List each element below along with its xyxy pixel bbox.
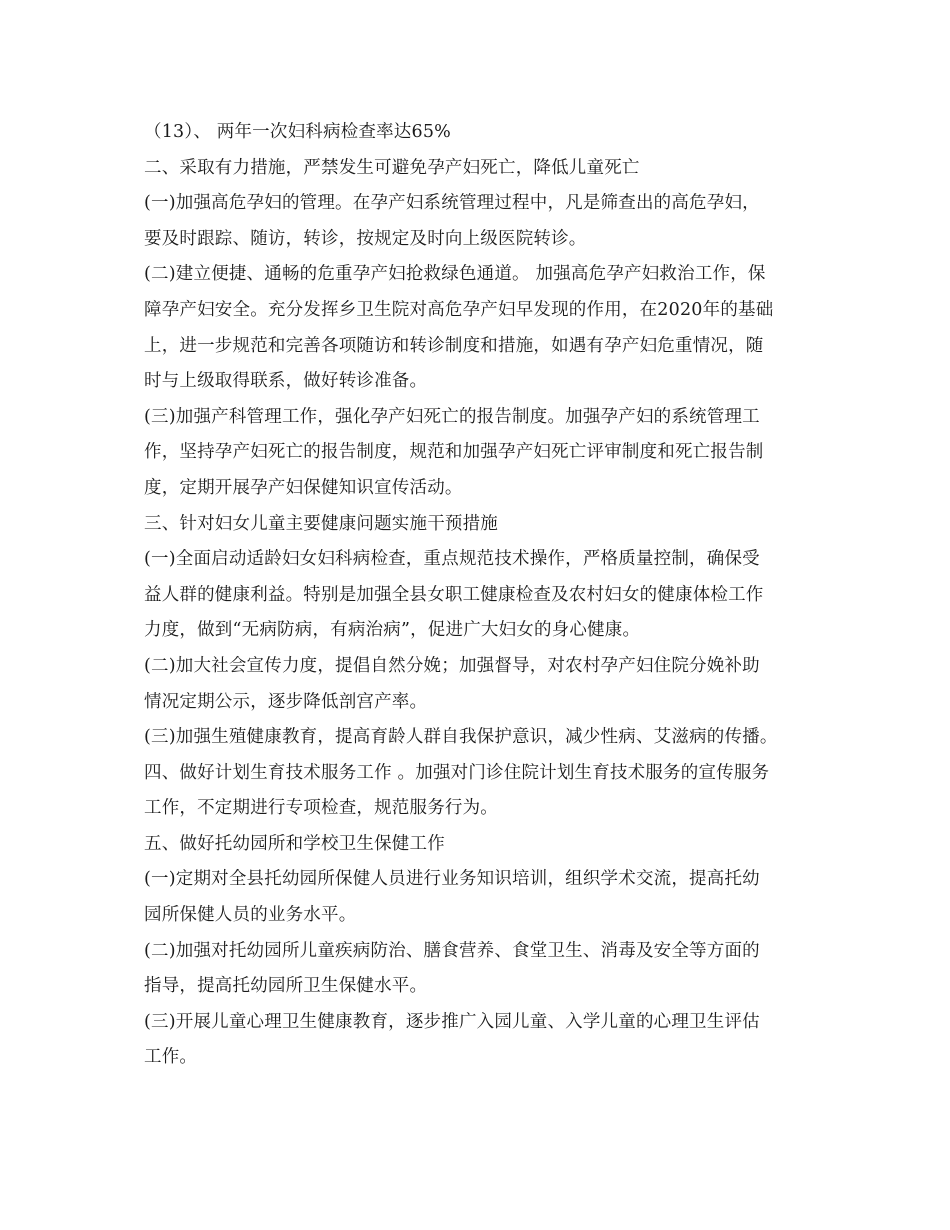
text-line: （13）、 两年一次妇科病检查率达65% bbox=[144, 122, 451, 142]
section-heading: 三、针对妇女儿童主要健康问题实施干预措施 bbox=[144, 513, 498, 534]
text-line: 作，坚持孕产妇死亡的报告制度，规范和加强孕产妇死亡评审制度和死亡报告制 bbox=[144, 442, 764, 463]
text-line: 障孕产妇安全。充分发挥乡卫生院对高危孕产妇早发现的作用，在2020年的基础 bbox=[144, 299, 774, 320]
section-heading: 四、做好计划生育技术服务工作 。加强对门诊住院计划生育技术服务的宣传服务 bbox=[144, 762, 770, 783]
text-line: 力度，做到“无病防病，有病治病”，促进广大妇女的身心健康。 bbox=[144, 620, 641, 641]
text-line: 要及时跟踪、随访，转诊，按规定及时向上级医院转诊。 bbox=[144, 228, 587, 249]
text-line: (二)加大社会宣传力度，提倡自然分娩；加强督导，对农村孕产妇住院分娩补助 bbox=[144, 655, 760, 676]
text-line: 工作。 bbox=[144, 1047, 198, 1068]
text-line: 园所保健人员的业务水平。 bbox=[144, 905, 357, 926]
text-line: 情况定期公示，逐步降低剖宫产率。 bbox=[144, 691, 428, 712]
text-line: 益人群的健康利益。特别是加强全县女职工健康检查及农村妇女的健康体检工作 bbox=[144, 584, 764, 605]
text-line: (一)定期对全县托幼园所保健人员进行业务知识培训，组织学术交流，提高托幼 bbox=[144, 869, 760, 890]
text-line: 度，定期开展孕产妇保健知识宣传活动。 bbox=[144, 477, 463, 498]
text-line: (一)全面启动适龄妇女妇科病检查，重点规范技术操作，严格质量控制，确保受 bbox=[144, 549, 760, 570]
text-line: 工作，不定期进行专项检查，规范服务行为。 bbox=[144, 798, 498, 819]
text-line: 指导，提高托幼园所卫生保健水平。 bbox=[144, 976, 428, 997]
section-heading: 二、采取有力措施，严禁发生可避免孕产妇死亡，降低儿童死亡 bbox=[144, 157, 640, 178]
text-line: 时与上级取得联系，做好转诊准备。 bbox=[144, 371, 428, 392]
text-line: (三)开展儿童心理卫生健康教育，逐步推广入园儿童、入学儿童的心理卫生评估 bbox=[144, 1011, 760, 1032]
text-line: (三)加强产科管理工作，强化孕产妇死亡的报告制度。加强孕产妇的系统管理工 bbox=[144, 406, 760, 427]
document-body bbox=[144, 115, 814, 1076]
section-heading: 五、做好托幼园所和学校卫生保健工作 bbox=[144, 833, 445, 854]
text-line: (二)建立便捷、通畅的危重孕产妇抢救绿色通道。 加强高危孕产妇救治工作，保 bbox=[144, 264, 766, 285]
text-line: (三)加强生殖健康教育，提高育龄人群自我保护意识，减少性病、艾滋病的传播。 bbox=[144, 727, 778, 748]
text-line: 上，进一步规范和完善各项随访和转诊制度和措施，如遇有孕产妇危重情况，随 bbox=[144, 335, 764, 356]
text-line: (一)加强高危孕妇的管理。在孕产妇系统管理过程中，凡是筛查出的高危孕妇， bbox=[144, 193, 760, 214]
text-line: (二)加强对托幼园所儿童疾病防治、膳食营养、食堂卫生、消毒及安全等方面的 bbox=[144, 940, 760, 961]
